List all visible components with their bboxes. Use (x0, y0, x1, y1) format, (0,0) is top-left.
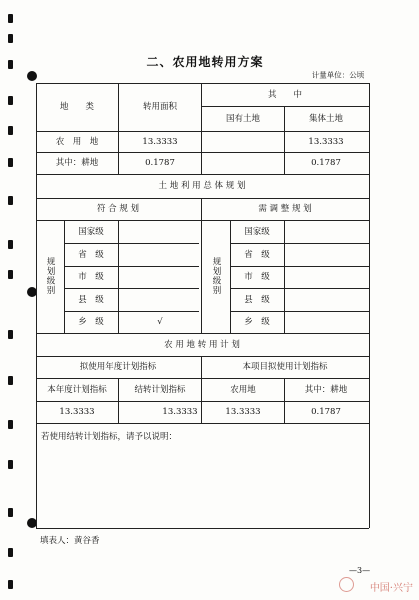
col-current-year: 本年度计划指标 (47, 384, 107, 395)
level-county: 县 级 (78, 294, 104, 305)
binder-mark (8, 240, 13, 249)
page-number: —3— (349, 566, 371, 575)
row-label: 其中：耕地 (55, 157, 99, 168)
level-national: 国家级 (78, 226, 104, 237)
collective-land-header: 集体土地 (308, 113, 344, 124)
carryover-note: 若使用结转计划指标，请予以说明： (41, 432, 178, 442)
adjust-header: 需 调 整 规 划 (258, 203, 312, 214)
level-province: 省 级 (78, 249, 104, 260)
conform-header: 符 合 规 划 (96, 203, 140, 214)
binder-mark (8, 96, 13, 105)
level-label-right: 规划级别 (211, 257, 221, 295)
watermark-text: 中国·兴宁 (369, 583, 413, 594)
binder-mark (8, 580, 13, 589)
adjust-level-city: 市 级 (244, 271, 270, 282)
filler-signature: 填表人：黄谷香 (40, 536, 100, 546)
punch-hole (27, 71, 37, 81)
level-label-left: 规划级别 (45, 257, 55, 295)
binder-mark (8, 508, 13, 517)
document-title: 二、农用地转用方案 (146, 55, 264, 69)
planned-quota-header: 拟使用年度计划指标 (79, 361, 157, 372)
col-agri-land: 农用地 (230, 384, 256, 395)
binder-mark (8, 60, 13, 69)
binder-mark (8, 196, 13, 205)
watermark-seal-icon (339, 577, 354, 592)
level-township: 乡 级 (78, 316, 104, 327)
row-area: 13.3333 (142, 136, 178, 147)
val-carryover: 13.3333 (162, 406, 198, 417)
binder-mark (8, 330, 13, 339)
val-cultivated: 0.1787 (311, 406, 341, 417)
row-collective: 13.3333 (308, 136, 344, 147)
binder-mark (8, 34, 13, 43)
conform-mark-township: √ (157, 316, 163, 327)
adjust-level-national: 国家级 (244, 226, 270, 237)
binder-mark (8, 126, 13, 135)
binder-mark (8, 270, 13, 279)
row-collective: 0.1787 (311, 157, 341, 168)
val-current-year: 13.3333 (59, 406, 95, 417)
level-city: 市 级 (78, 271, 104, 282)
binder-mark (8, 14, 13, 23)
area-header: 转用面积 (142, 101, 178, 112)
project-quota-header: 本项目拟使用计划指标 (242, 361, 328, 372)
binder-mark (8, 548, 13, 557)
binder-mark (8, 460, 13, 469)
plan-section-title: 土 地 利 用 总 体 规 划 (158, 180, 246, 191)
adjust-level-township: 乡 级 (244, 316, 270, 327)
conversion-section-title: 农 用 地 转 用 计 划 (164, 339, 240, 350)
binder-mark (8, 376, 13, 385)
col-carryover: 结转计划指标 (134, 384, 186, 395)
state-land-header: 国有土地 (225, 113, 261, 124)
row-area: 0.1787 (145, 157, 175, 168)
among-header: 其 中 (267, 89, 303, 100)
category-header: 地 类 (59, 101, 95, 112)
binder-mark (8, 420, 13, 429)
adjust-level-county: 县 级 (244, 294, 270, 305)
binder-mark (8, 158, 13, 167)
col-cultivated: 其中：耕地 (304, 384, 348, 395)
unit-note: 计量单位：公顷 (311, 70, 365, 80)
row-label: 农 用 地 (55, 136, 99, 147)
val-agri-land: 13.3333 (225, 406, 261, 417)
adjust-level-province: 省 级 (244, 249, 270, 260)
